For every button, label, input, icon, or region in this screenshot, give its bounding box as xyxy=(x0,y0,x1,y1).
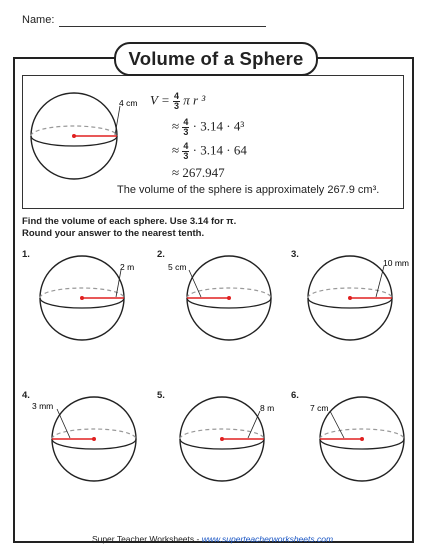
title-banner xyxy=(114,42,318,76)
problem-number-1: 1. xyxy=(22,249,30,260)
center-dot xyxy=(360,437,364,441)
center-dot xyxy=(220,437,224,441)
step-2: ≈ $\frac{4}{3}$ · 3.14 · 64 xyxy=(172,141,247,161)
center-dot xyxy=(72,134,76,138)
example-conclusion: The volume of the sphere is approximately 267.9 cm³. xyxy=(117,184,380,196)
problem-number-6: 6. xyxy=(291,390,299,401)
formula-rhs: π r ³ xyxy=(183,92,206,108)
radius-label-4: 3 mm xyxy=(32,401,54,411)
name-label: Name: xyxy=(22,14,55,26)
formula-lhs: V = xyxy=(150,92,170,108)
example-sphere xyxy=(22,92,138,192)
sphere-1 xyxy=(36,252,146,352)
radius-label-3: 10 mm xyxy=(383,258,409,268)
problem-number-4: 4. xyxy=(22,390,30,401)
page-title: Volume of a Sphere xyxy=(128,48,304,69)
radius-label-2: 5 cm xyxy=(168,262,187,272)
fraction: $\frac{4}{3}$ xyxy=(173,91,179,111)
sphere-3 xyxy=(304,252,416,352)
sphere-6 xyxy=(304,393,416,493)
center-dot xyxy=(348,296,352,300)
sphere-2 xyxy=(155,252,275,352)
formula-line xyxy=(150,92,205,111)
example-radius-label: 4 cm xyxy=(119,98,138,108)
center-dot xyxy=(227,296,231,300)
radius-label-6: 7 cm xyxy=(310,403,329,413)
footer-text: Super Teacher Worksheets - xyxy=(91,534,202,544)
instructions-line-2: Round your answer to the nearest tenth. xyxy=(22,228,205,239)
footer-link[interactable]: www.superteacherworksheets.com xyxy=(201,534,334,544)
step-1: ≈ $\frac{4}{3}$ · 3.14 · 4³ xyxy=(172,117,245,137)
instructions-line-1: Find the volume of each sphere. Use 3.14 for π. xyxy=(22,216,237,227)
problem-number-3: 3. xyxy=(291,249,299,260)
center-dot xyxy=(80,296,84,300)
name-field-line[interactable] xyxy=(59,26,266,27)
center-dot xyxy=(92,437,96,441)
radius-label-5: 8 m xyxy=(260,403,275,413)
sphere-4 xyxy=(20,393,140,493)
step-3: ≈ 267.947 xyxy=(172,165,225,180)
problem-number-5: 5. xyxy=(157,390,165,401)
sphere-5 xyxy=(176,393,288,493)
problem-number-2: 2. xyxy=(157,249,165,260)
radius-label-1: 2 m xyxy=(120,262,135,272)
footer xyxy=(0,534,425,544)
